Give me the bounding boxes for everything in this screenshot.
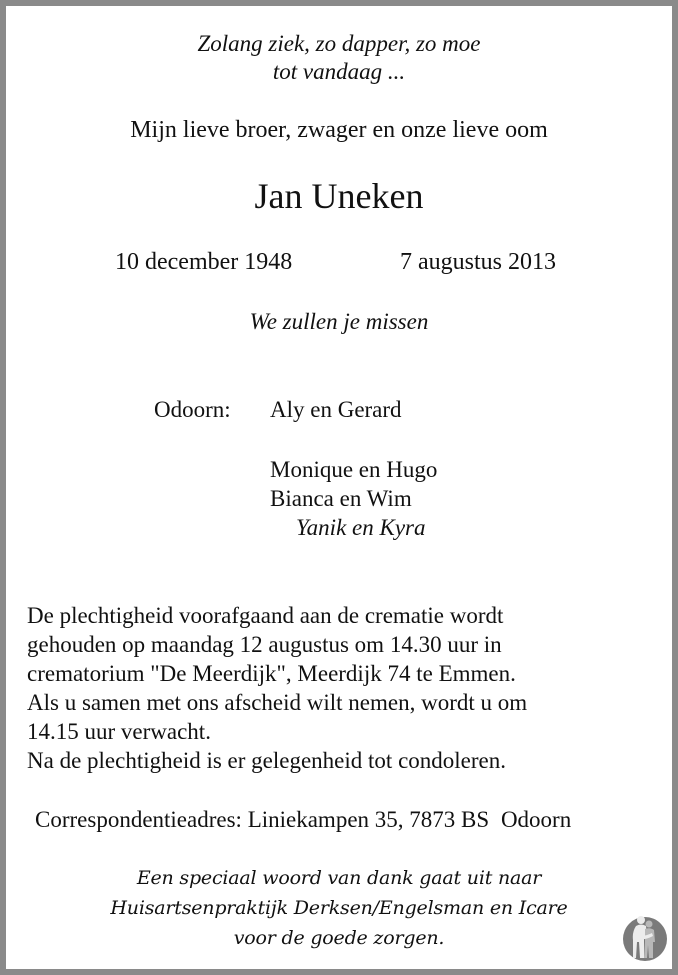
ceremony-line: De plechtigheid voorafgaand aan de crematie wordt [27, 603, 504, 628]
thanks-line: voor de goede zorgen. [233, 927, 445, 949]
correspondence-address [35, 808, 571, 831]
ceremony-line: gehouden op maandag 12 augustus om 14.30 uur in [27, 632, 502, 657]
family-place-label: Odoorn: [154, 397, 231, 422]
date-of-death: 7 augustus 2013 [400, 249, 556, 275]
motto-line: Zolang ziek, zo dapper, zo moe [197, 31, 481, 56]
ceremony-line: Na de plechtigheid is er gelegenheid tot condoleren. [27, 748, 506, 773]
intro-line: Mijn lieve broer, zwager en onze lieve oom [130, 117, 548, 143]
address-label: Correspondentieadres: [35, 807, 242, 832]
motto [6, 30, 672, 86]
address-postcode: 7873 BS [409, 807, 490, 832]
address-city: Odoorn [500, 807, 572, 832]
thanks-line: Een speciaal woord van dank gaat uit naar [136, 867, 542, 889]
ceremony-details [27, 601, 667, 775]
embracing-figures-icon [620, 912, 670, 962]
farewell-line: We zullen je missen [249, 309, 429, 334]
date-of-birth: 10 december 1948 [115, 249, 293, 275]
ceremony-line: Als u samen met ons afscheid wilt nemen, wordt u om [27, 690, 528, 715]
family-member: Monique en Hugo [270, 457, 438, 482]
ceremony-line: crematorium "De Meerdijk", Meerdijk 74 te Emmen. [27, 661, 516, 686]
address-street: Liniekampen 35, [247, 807, 404, 832]
deceased-name: Jan Uneken [254, 176, 424, 216]
family-member: Aly en Gerard [270, 397, 402, 422]
family-grandchildren: Yanik en Kyra [296, 515, 426, 540]
family-member: Bianca en Wim [270, 486, 412, 511]
thanks-line: Huisartsenpraktijk Derksen/Engelsman en Icare [110, 897, 568, 919]
ceremony-line: 14.15 uur verwacht. [27, 719, 211, 744]
thanks-note [6, 863, 672, 953]
motto-line: tot vandaag ... [272, 59, 406, 84]
